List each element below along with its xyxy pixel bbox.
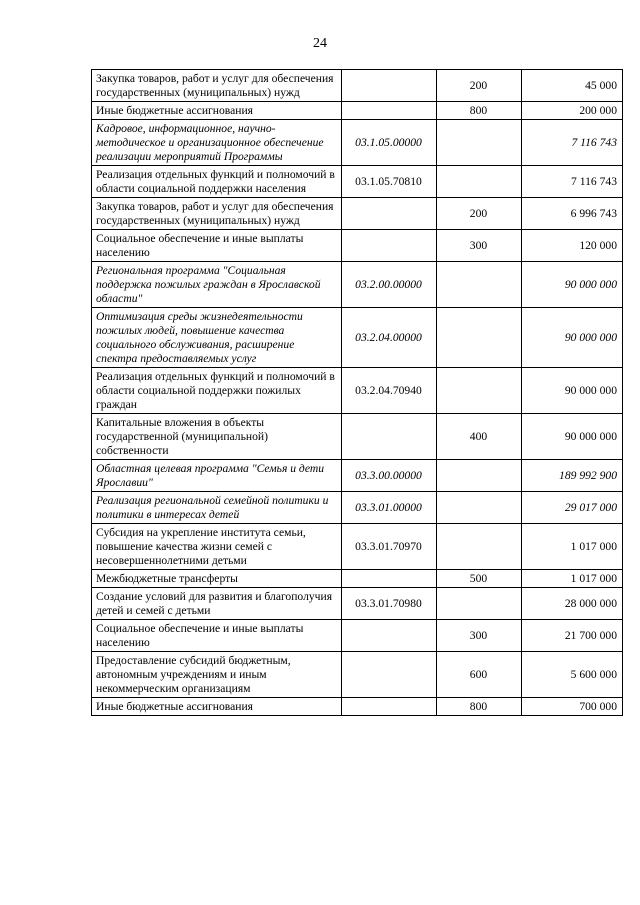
row-type-cell <box>437 166 522 198</box>
row-name-cell: Социальное обеспечение и иные выплаты населению <box>92 230 342 262</box>
table-row <box>92 460 623 492</box>
row-amount-cell: 700 000 <box>522 698 623 716</box>
table-row <box>92 262 623 308</box>
row-code-cell: 03.3.01.70970 <box>342 524 437 570</box>
row-code-cell: 03.2.00.00000 <box>342 262 437 308</box>
row-name-cell: Иные бюджетные ассигнования <box>92 698 342 716</box>
row-amount-cell: 120 000 <box>522 230 623 262</box>
row-name-cell: Иные бюджетные ассигнования <box>92 102 342 120</box>
row-code-cell <box>342 102 437 120</box>
row-name-cell: Региональная программа "Социальная поддержка пожилых граждан в Ярославской области" <box>92 262 342 308</box>
row-amount-cell: 45 000 <box>522 70 623 102</box>
row-name-cell: Областная целевая программа "Семья и дети Ярославии" <box>92 460 342 492</box>
table-row <box>92 166 623 198</box>
row-code-cell <box>342 570 437 588</box>
row-type-cell: 200 <box>437 198 522 230</box>
row-amount-cell: 6 996 743 <box>522 198 623 230</box>
row-code-cell: 03.3.01.00000 <box>342 492 437 524</box>
row-name-cell: Кадровое, информационное, научно-методическое и организационное обеспечение реализации мероприятий Программы <box>92 120 342 166</box>
row-amount-cell: 1 017 000 <box>522 524 623 570</box>
row-amount-cell: 90 000 000 <box>522 368 623 414</box>
row-code-cell: 03.1.05.00000 <box>342 120 437 166</box>
row-name-cell: Закупка товаров, работ и услуг для обеспечения государственных (муниципальных) нужд <box>92 70 342 102</box>
row-type-cell <box>437 524 522 570</box>
table-row <box>92 70 623 102</box>
table-row <box>92 368 623 414</box>
table-row <box>92 652 623 698</box>
row-amount-cell: 7 116 743 <box>522 166 623 198</box>
row-type-cell: 300 <box>437 230 522 262</box>
row-code-cell: 03.2.04.70940 <box>342 368 437 414</box>
table-row <box>92 570 623 588</box>
row-type-cell: 300 <box>437 620 522 652</box>
row-name-cell: Субсидия на укрепление института семьи, повышение качества жизни семей с несовершеннолетними детьми <box>92 524 342 570</box>
row-type-cell: 400 <box>437 414 522 460</box>
row-name-cell: Реализация отдельных функций и полномочий в области социальной поддержки пожилых граждан <box>92 368 342 414</box>
row-code-cell: 03.1.05.70810 <box>342 166 437 198</box>
row-name-cell: Оптимизация среды жизнедеятельности пожилых людей, повышение качества социального обслуживания, расширение спектра предоставляемых услуг <box>92 308 342 368</box>
row-type-cell <box>437 120 522 166</box>
row-type-cell <box>437 368 522 414</box>
row-amount-cell: 28 000 000 <box>522 588 623 620</box>
row-type-cell <box>437 308 522 368</box>
row-type-cell: 800 <box>437 102 522 120</box>
row-code-cell <box>342 698 437 716</box>
row-type-cell <box>437 262 522 308</box>
table-row <box>92 198 623 230</box>
row-name-cell: Реализация региональной семейной политики и политики в интересах детей <box>92 492 342 524</box>
row-type-cell: 600 <box>437 652 522 698</box>
row-name-cell: Социальное обеспечение и иные выплаты населению <box>92 620 342 652</box>
row-type-cell <box>437 460 522 492</box>
row-code-cell: 03.2.04.00000 <box>342 308 437 368</box>
row-type-cell: 500 <box>437 570 522 588</box>
row-amount-cell: 90 000 000 <box>522 308 623 368</box>
budget-table-body <box>92 70 623 716</box>
row-code-cell <box>342 230 437 262</box>
row-code-cell: 03.3.01.70980 <box>342 588 437 620</box>
row-amount-cell: 90 000 000 <box>522 414 623 460</box>
row-name-cell: Закупка товаров, работ и услуг для обеспечения государственных (муниципальных) нужд <box>92 198 342 230</box>
row-name-cell: Капитальные вложения в объекты государственной (муниципальной) собственности <box>92 414 342 460</box>
row-type-cell <box>437 588 522 620</box>
table-row <box>92 230 623 262</box>
table-row <box>92 414 623 460</box>
row-type-cell: 200 <box>437 70 522 102</box>
row-code-cell <box>342 198 437 230</box>
row-name-cell: Реализация отдельных функций и полномочий в области социальной поддержки населения <box>92 166 342 198</box>
row-amount-cell: 21 700 000 <box>522 620 623 652</box>
row-amount-cell: 29 017 000 <box>522 492 623 524</box>
row-type-cell: 800 <box>437 698 522 716</box>
row-name-cell: Межбюджетные трансферты <box>92 570 342 588</box>
table-row <box>92 524 623 570</box>
row-code-cell <box>342 414 437 460</box>
row-code-cell <box>342 620 437 652</box>
row-name-cell: Предоставление субсидий бюджетным, автономным учреждениям и иным некоммерческим организациям <box>92 652 342 698</box>
table-row <box>92 102 623 120</box>
row-code-cell <box>342 70 437 102</box>
row-amount-cell: 1 017 000 <box>522 570 623 588</box>
table-row <box>92 698 623 716</box>
row-code-cell <box>342 652 437 698</box>
page-number: 24 <box>313 36 327 51</box>
row-type-cell <box>437 492 522 524</box>
row-amount-cell: 5 600 000 <box>522 652 623 698</box>
table-row <box>92 308 623 368</box>
table-row <box>92 120 623 166</box>
table-row <box>92 620 623 652</box>
row-amount-cell: 7 116 743 <box>522 120 623 166</box>
row-name-cell: Создание условий для развития и благополучия детей и семей с детьми <box>92 588 342 620</box>
table-row <box>92 492 623 524</box>
budget-table <box>91 69 623 716</box>
table-row <box>92 588 623 620</box>
row-amount-cell: 90 000 000 <box>522 262 623 308</box>
row-code-cell: 03.3.00.00000 <box>342 460 437 492</box>
row-amount-cell: 200 000 <box>522 102 623 120</box>
row-amount-cell: 189 992 900 <box>522 460 623 492</box>
